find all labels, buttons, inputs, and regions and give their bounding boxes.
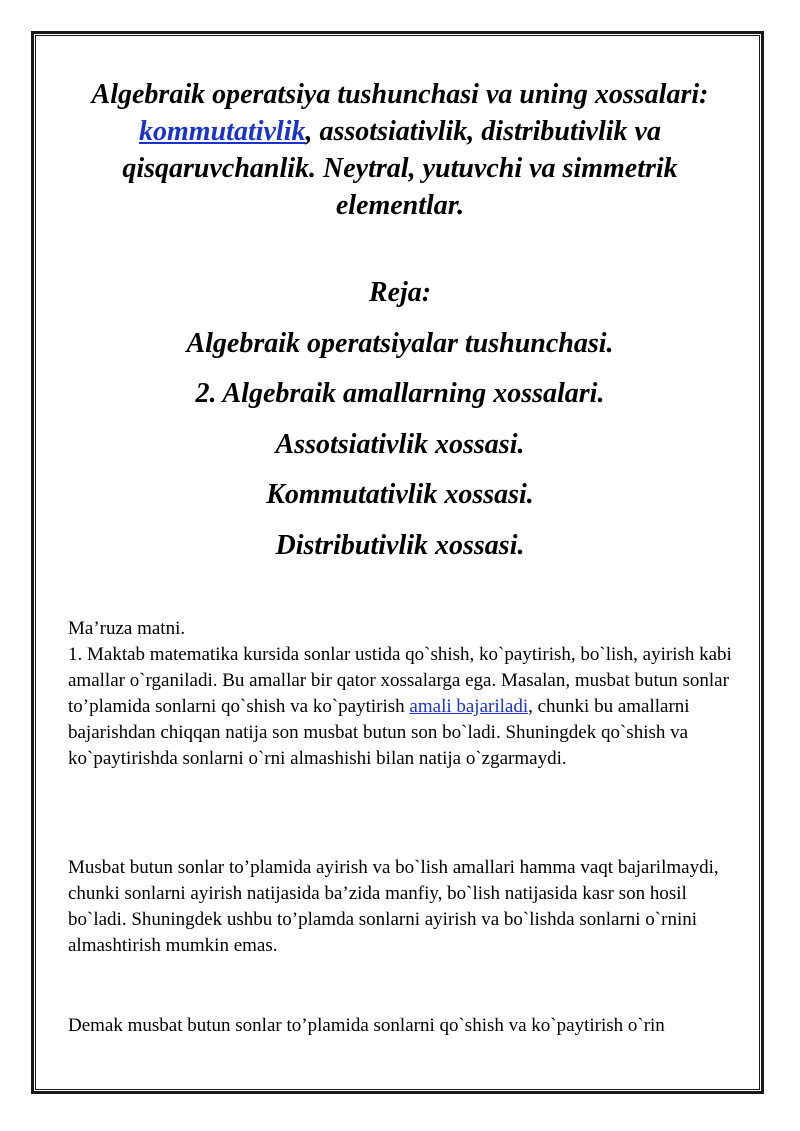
reja-item-properties: 2. Algebraik amallarning xossalari. [195, 378, 605, 409]
reja-item-distributivity: Distributivlik xossasi. [275, 529, 525, 561]
reja-item-associativity: Assotsiativlik xossasi. [275, 428, 525, 460]
paragraph-1-start: 1. Maktab matematika kursida sonlar ustida qo`shish, ko`paytirish, bo`lish, ayirish kabi amallar o`rganiladi. Bu amallar bir qator xossalarga ega. Masalan, musbat butun sonlar to’plamida sonlarni qo`shish va ko`paytirish [68, 644, 732, 717]
title-text-start: Algebraik operatsiya tushunchasi va uning xossalari: [91, 79, 709, 110]
amali-bajariladi-link[interactable]: amali bajariladi [409, 696, 529, 717]
lecture-section-1 [68, 616, 748, 772]
lecture-section-3 [68, 1013, 748, 1039]
title-text-end: , assotsiativlik, distributivlik va qisqaruvchanlik. Neytral, yutuvchi va simmetrik elementlar. [122, 116, 678, 221]
reja-heading: Reja: [368, 277, 432, 308]
lecture-paragraph-3: Demak musbat butun sonlar to’plamida sonlarni qo`shish va ko`paytirish o`rin [68, 1015, 665, 1036]
reja-plan [60, 268, 740, 571]
lecture-paragraph-2: Musbat butun sonlar to’plamida ayirish va bo`lish amallari hamma vaqt bajarilmaydi, chunki sonlarni ayirish natijasida ba’zida manfiy, bo`lish natijasida kasr son hosil bo`ladi. Shuningdek ushbu to’plamda sonlarni ayirish va bo`lishda sonlarni o`rnini almashtirish mumkin emas. [68, 857, 719, 956]
paragraph-1-end: , chunki bu amallarni bajarishdan chiqqan natija son musbat butun son bo`ladi. Shuningdek qo`shish va ko`paytirishda sonlarni o`rni almashishi bilan natija o`zgarmaydi. [68, 696, 690, 769]
lecture-heading: Ma’ruza matni. [68, 618, 186, 639]
reja-item-commutativity: Kommutativlik xossasi. [266, 479, 534, 510]
reja-item-operations: Algebraik operatsiyalar tushunchasi. [186, 327, 614, 359]
lecture-paragraph-1 [68, 642, 748, 772]
kommutativlik-link[interactable]: kommutativlik [139, 116, 306, 147]
lecture-section-2 [68, 855, 748, 959]
document-title [60, 76, 740, 224]
